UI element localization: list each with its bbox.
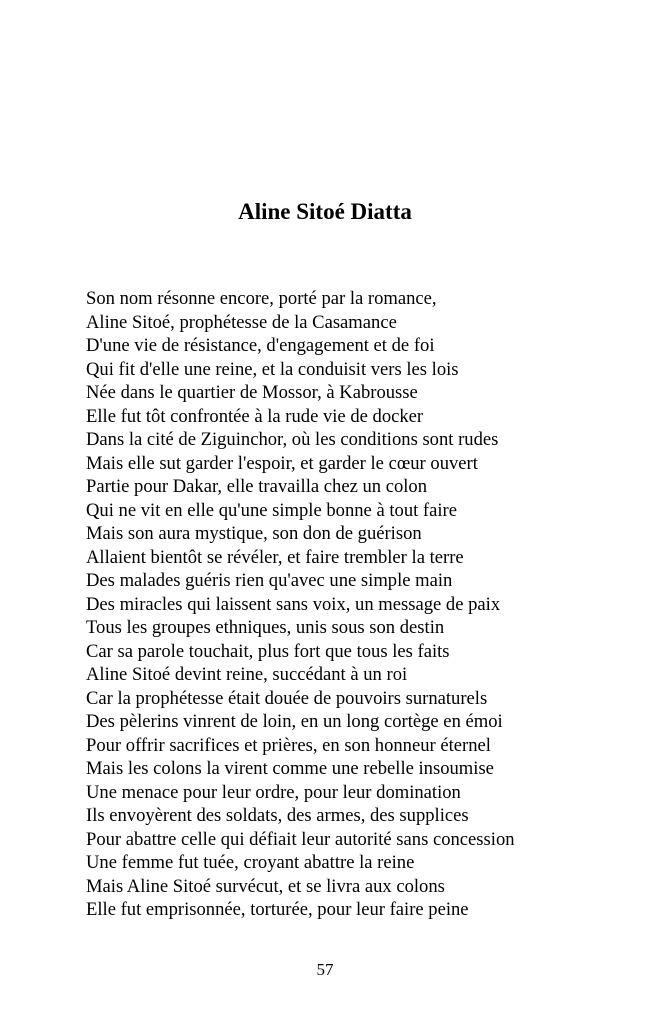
poem-title: Aline Sitoé Diatta	[238, 199, 412, 224]
poem-line: Née dans le quartier de Mossor, à Kabrousse	[86, 382, 418, 403]
poem-line: Qui fit d'elle une reine, et la conduisit vers les lois	[86, 358, 459, 380]
poem-line: Aline Sitoé, prophétesse de la Casamance	[86, 311, 397, 333]
poem-body	[86, 287, 626, 922]
poem-line: Car la prophétesse était douée de pouvoirs surnaturels	[86, 687, 488, 709]
poem-line: Qui ne vit en elle qu'une simple bonne à tout faire	[86, 499, 457, 521]
poem-line: Des pèlerins vinrent de loin, en un long cortège en émoi	[86, 711, 503, 732]
poem-line: Mais les colons la virent comme une rebelle insoumise	[86, 758, 494, 779]
poem-line: Dans la cité de Ziguinchor, où les conditions sont rudes	[86, 429, 499, 450]
poem-line: Son nom résonne encore, porté par la romance,	[86, 288, 437, 309]
poem-line: Tous les groupes ethniques, unis sous son destin	[86, 617, 445, 638]
poem-line: Mais Aline Sitoé survécut, et se livra aux colons	[86, 875, 445, 897]
poem-line: Allaient bientôt se révéler, et faire trembler la terre	[86, 546, 464, 568]
poem-line: Ils envoyèrent des soldats, des armes, des supplices	[86, 805, 469, 826]
poem-line: Pour abattre celle qui défiait leur autorité sans concession	[86, 828, 515, 850]
poem-line: Pour offrir sacrifices et prières, en son honneur éternel	[86, 734, 491, 756]
poem-line: Une femme fut tuée, croyant abattre la reine	[86, 852, 415, 873]
poem-line: Une menace pour leur ordre, pour leur domination	[86, 781, 461, 803]
poem-line: Elle fut emprisonnée, torturée, pour leur faire peine	[86, 899, 469, 920]
poem-line: Elle fut tôt confrontée à la rude vie de docker	[86, 405, 424, 427]
poem-line: Des miracles qui laissent sans voix, un message de paix	[86, 593, 501, 615]
poem-line: Aline Sitoé devint reine, succédant à un roi	[86, 664, 408, 685]
poem-line: Mais elle sut garder l'espoir, et garder le cœur ouvert	[86, 452, 478, 474]
poem-line: Partie pour Dakar, elle travailla chez un colon	[86, 476, 428, 497]
poem-line: Mais son aura mystique, son don de guérison	[86, 523, 422, 544]
poem-line: Des malades guéris rien qu'avec une simple main	[86, 570, 453, 591]
page-number: 57	[316, 960, 334, 979]
poem-line: D'une vie de résistance, d'engagement et de foi	[86, 335, 435, 356]
poem-line: Car sa parole touchait, plus fort que tous les faits	[86, 640, 450, 662]
